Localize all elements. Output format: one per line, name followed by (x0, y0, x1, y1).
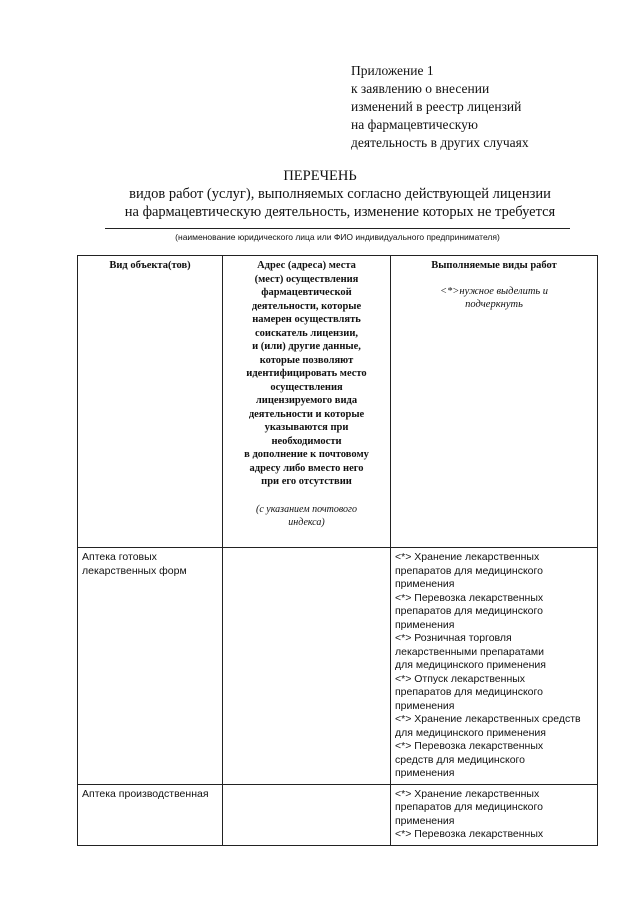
object-type-cell (78, 548, 223, 785)
header-object-type: Вид объекта(тов) (78, 256, 223, 548)
header-address (223, 256, 391, 548)
work-item[interactable] (395, 592, 593, 633)
work-line: применения (395, 767, 455, 779)
work-item[interactable] (395, 632, 593, 673)
work-line: лекарственными препаратами (395, 645, 544, 658)
object-type-cell (78, 784, 223, 845)
table-row (78, 548, 598, 785)
work-line: применения (395, 814, 455, 827)
document-title: ПЕРЕЧЕНЬ (283, 168, 357, 184)
work-line: <*> Перевозка лекарственных (395, 740, 544, 752)
header-address-note (227, 503, 386, 529)
work-line: препаратов для медицинского (395, 686, 543, 698)
header-address-line: фармацевтической (261, 287, 352, 298)
work-line: применения (395, 618, 455, 631)
header-address-line: идентифицировать место (246, 368, 367, 379)
appendix-line: Приложение 1 (351, 63, 434, 78)
applicant-name-caption: (наименование юридического лица или ФИО индивидуального предпринимателя) (175, 232, 500, 242)
table-row (78, 784, 598, 845)
appendix-line: деятельность в других случаях (351, 135, 529, 150)
subtitle-line: на фармацевтическую деятельность, изменение которых не требуется (124, 204, 556, 220)
header-address-line: лицензируемого вида (255, 395, 358, 406)
header-address-line: адресу либо вместо него (249, 462, 364, 474)
work-item[interactable] (395, 551, 593, 592)
object-type-line: лекарственных форм (82, 564, 187, 577)
header-address-note-line: индекса) (288, 516, 325, 528)
header-address-line: необходимости (271, 435, 342, 447)
address-cell[interactable] (223, 784, 391, 845)
work-item[interactable] (395, 673, 593, 714)
header-address-note-line: (с указанием почтового (256, 503, 357, 515)
work-line: <*> Розничная торговля (395, 632, 512, 644)
subtitle-line: видов работ (услуг), выполняемых согласно действующей лицензии (129, 186, 551, 202)
work-line: применения (395, 699, 455, 712)
address-cell[interactable] (223, 548, 391, 785)
appendix-line: на фармацевтическую (351, 117, 479, 132)
works-table (77, 255, 598, 846)
header-works-label: Выполняемые виды работ (431, 260, 557, 271)
header-works (391, 256, 598, 548)
appendix-line: к заявлению о внесении (351, 81, 490, 96)
header-address-line: в дополнение к почтовому (244, 449, 369, 460)
header-address-line: деятельности и которые (248, 408, 365, 420)
work-item[interactable] (395, 740, 593, 781)
document-subtitle (60, 185, 620, 221)
object-type-line: Аптека готовых (82, 551, 157, 563)
header-address-line: соискатель лицензии, (254, 327, 359, 339)
header-address-line: намерен осуществлять (252, 314, 361, 325)
works-cell (391, 784, 598, 845)
work-line: для медицинского применения (395, 659, 546, 671)
work-line: применения (395, 578, 455, 590)
header-address-line: и (или) другие данные, (252, 341, 361, 352)
works-cell (391, 548, 598, 785)
header-address-line: (мест) осуществления (254, 273, 359, 285)
work-line: для медицинского применения (395, 726, 546, 739)
work-line: препаратов для медицинского (395, 564, 543, 577)
work-item[interactable] (395, 788, 593, 829)
work-line: <*> Хранение лекарственных (395, 551, 540, 563)
object-type-line: Аптека производственная (82, 787, 209, 800)
header-works-note-line: <*>нужное выделить и (439, 285, 549, 297)
header-address-line: деятельности, которые (251, 300, 362, 312)
work-item[interactable] (395, 713, 593, 740)
work-line: средств для медицинского (395, 753, 525, 766)
header-works-note-line: подчеркнуть (465, 298, 523, 310)
work-line: препаратов для медицинского (395, 801, 543, 813)
header-address-line: осуществления (270, 381, 343, 393)
table-header-row (78, 256, 598, 548)
header-works-note (395, 285, 593, 311)
header-address-line: Адрес (адреса) места (257, 260, 356, 271)
header-address-line: при его отсутствии (261, 476, 352, 487)
work-line: <*> Отпуск лекарственных (395, 672, 526, 685)
work-item[interactable] (395, 828, 593, 842)
work-line: <*> Перевозка лекарственных (395, 828, 544, 840)
work-line: <*> Хранение лекарственных (395, 787, 540, 800)
work-line: <*> Перевозка лекарственных (395, 591, 544, 604)
applicant-name-line[interactable] (105, 228, 570, 229)
header-address-line: указываются при (264, 422, 349, 433)
appendix-header (351, 62, 611, 152)
header-address-line: которые позволяют (259, 354, 354, 366)
work-line: препаратов для медицинского (395, 605, 543, 617)
work-line: <*> Хранение лекарственных средств (395, 713, 581, 725)
appendix-line: изменений в реестр лицензий (351, 99, 522, 114)
